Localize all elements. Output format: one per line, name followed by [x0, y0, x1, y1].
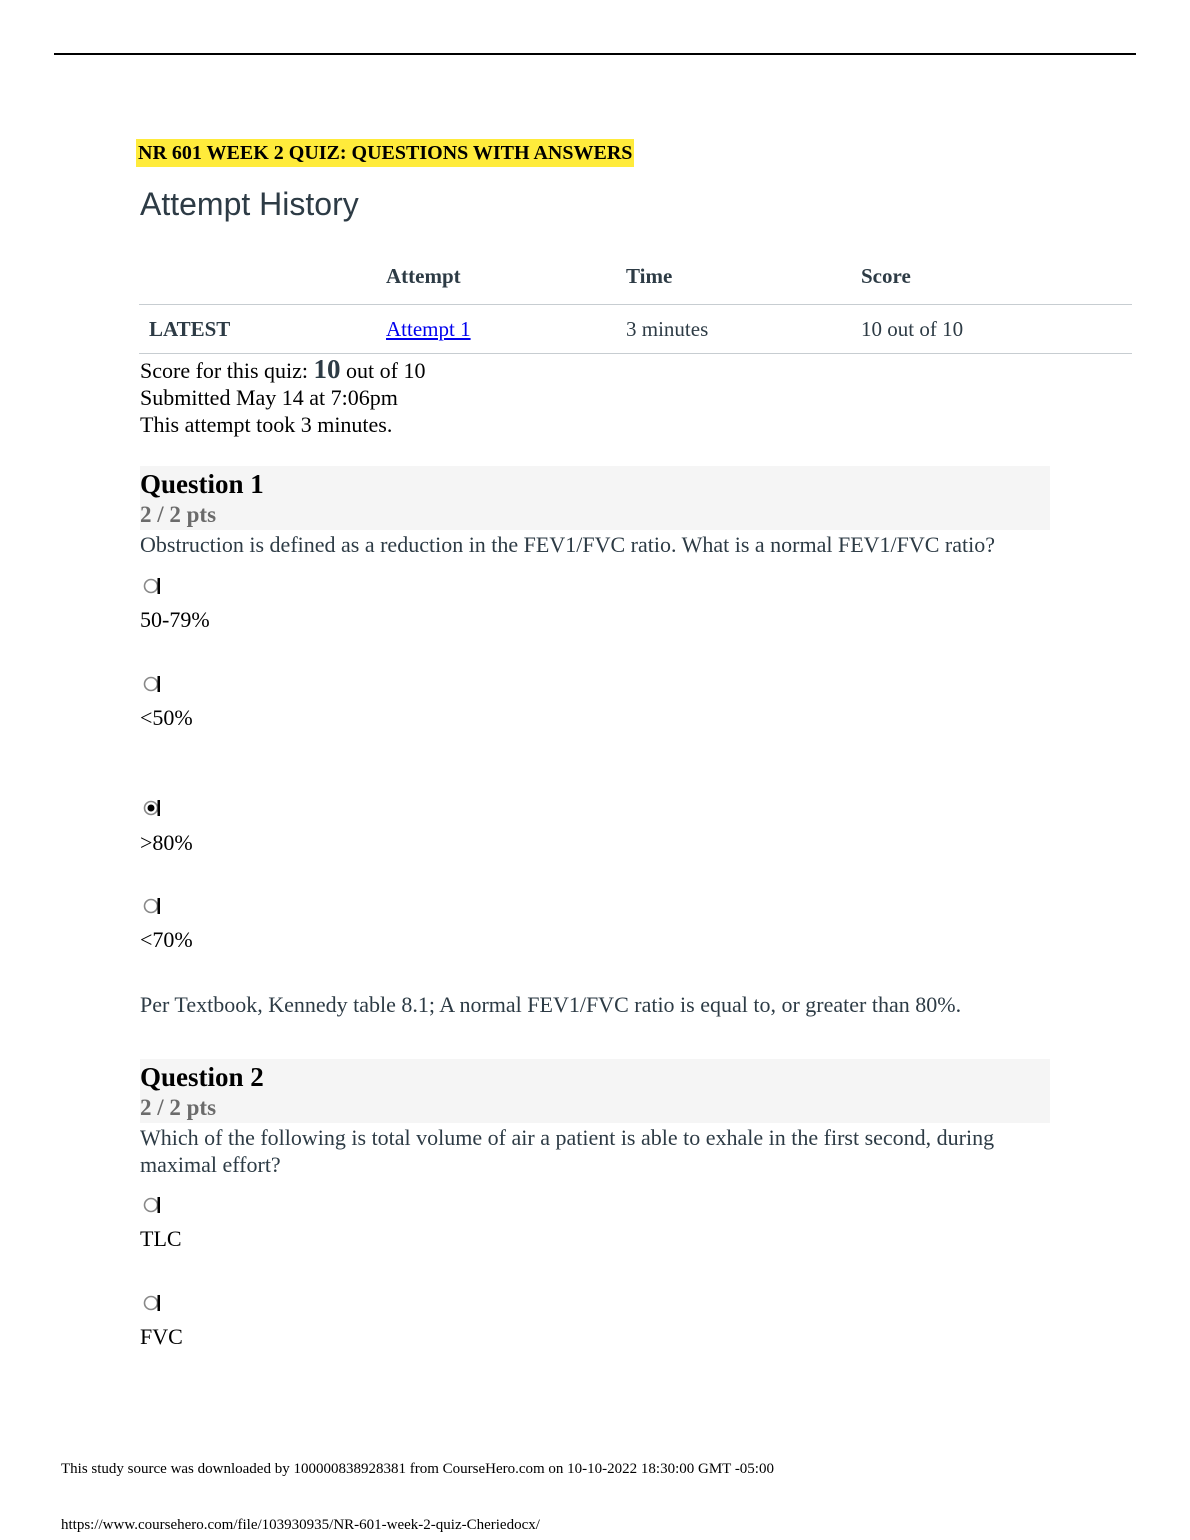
score-suffix: out of 10 — [340, 358, 426, 383]
answer-option: <70% — [140, 927, 193, 952]
quiz-score-line — [140, 356, 425, 384]
radio-button[interactable] — [142, 577, 162, 595]
header-attempt: Attempt — [386, 248, 626, 305]
attempt-history-table — [139, 248, 1132, 354]
answer-option: FVC — [140, 1324, 183, 1349]
answer-option: <50% — [140, 705, 193, 730]
attempt-cell — [386, 305, 626, 354]
header-time: Time — [626, 248, 861, 305]
question-1-title: Question 1 — [140, 469, 264, 499]
score-value: 10 — [313, 354, 341, 384]
latest-label: LATEST — [139, 305, 386, 354]
table-header-row — [139, 248, 1132, 305]
source-note: This study source was downloaded by 100000838928381 from CourseHero.com on 10-10-2022 18:30:00 GMT -05:00 — [61, 1461, 774, 1477]
answer-option: >80% — [140, 830, 193, 855]
duration-line: This attempt took 3 minutes. — [140, 412, 393, 437]
score-cell: 10 out of 10 — [861, 305, 1132, 354]
question-2-header — [140, 1059, 1050, 1123]
question-2-points: 2 / 2 pts — [140, 1095, 217, 1120]
radio-button[interactable] — [142, 1294, 162, 1312]
question-1-header — [140, 466, 1050, 530]
header-blank — [139, 248, 386, 305]
document-title: NR 601 WEEK 2 QUIZ: QUESTIONS WITH ANSWERS — [136, 139, 634, 167]
score-summary — [140, 356, 425, 438]
question-2-title: Question 2 — [140, 1062, 264, 1092]
answer-option: 50-79% — [140, 607, 210, 632]
question-2-text: Which of the following is total volume of air a patient is able to exhale in the first second, during maximal effort? — [140, 1125, 995, 1177]
submitted-line: Submitted May 14 at 7:06pm — [140, 385, 398, 410]
question-1-text: Obstruction is defined as a reduction in the FEV1/FVC ratio. What is a normal FEV1/FVC ratio? — [140, 532, 996, 557]
source-url: https://www.coursehero.com/file/103930935/NR-601-week-2-quiz-Cheriedocx/ — [61, 1517, 540, 1533]
time-cell: 3 minutes — [626, 305, 861, 354]
table-row — [139, 305, 1132, 354]
radio-button[interactable] — [142, 675, 162, 693]
attempt-1-link[interactable]: Attempt 1 — [386, 316, 471, 341]
answer-option: TLC — [140, 1226, 182, 1251]
question-1-comment: Per Textbook, Kennedy table 8.1; A normal FEV1/FVC ratio is equal to, or greater than 80%. — [140, 992, 962, 1017]
radio-button[interactable] — [142, 897, 162, 915]
attempt-history-heading: Attempt History — [140, 186, 359, 222]
score-prefix: Score for this quiz: — [140, 358, 314, 383]
radio-button-selected[interactable] — [142, 799, 162, 817]
question-1-points: 2 / 2 pts — [140, 502, 217, 527]
top-rule — [54, 53, 1136, 55]
radio-button[interactable] — [142, 1196, 162, 1214]
header-score: Score — [861, 248, 1132, 305]
